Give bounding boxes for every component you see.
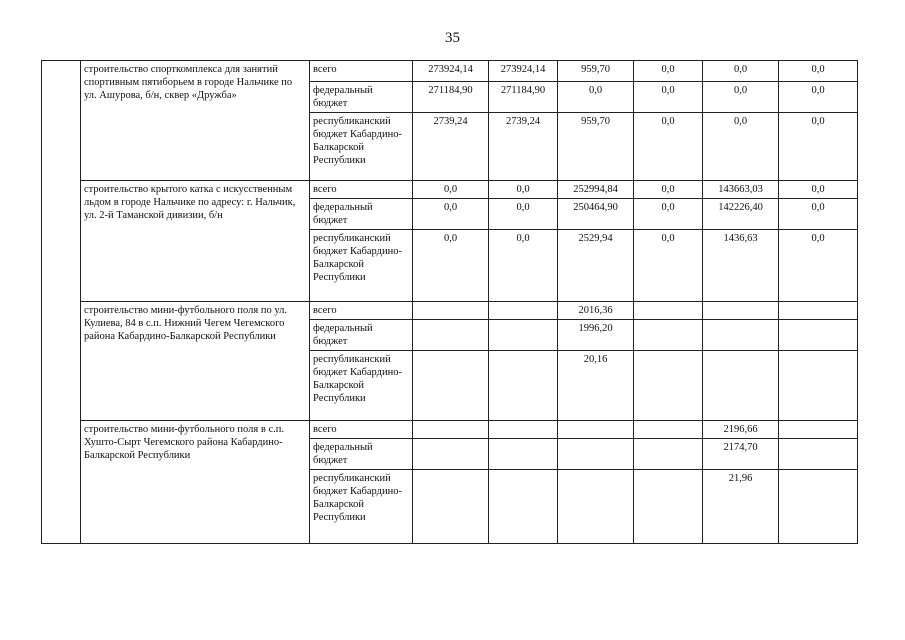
value-cell (779, 302, 858, 320)
value-cell: 2529,94 (558, 230, 634, 302)
value-cell: 2739,24 (489, 113, 558, 181)
value-cell: 271184,90 (489, 82, 558, 113)
funding-source: всего (310, 61, 413, 82)
value-cell: 959,70 (558, 61, 634, 82)
value-cell (634, 439, 703, 470)
value-cell: 0,0 (413, 230, 489, 302)
value-cell: 0,0 (779, 113, 858, 181)
value-cell: 0,0 (634, 61, 703, 82)
value-cell: 2739,24 (413, 113, 489, 181)
funding-source: республиканский бюджет Кабардино-Балкарской Республики (310, 351, 413, 421)
value-cell (634, 351, 703, 421)
project-name: строительство мини-футбольного поля в с.п. Хушто-Сырт Чегемского района Кабардино-Балкарской Республики (81, 421, 310, 544)
funding-source: федеральный бюджет (310, 439, 413, 470)
value-cell: 2016,36 (558, 302, 634, 320)
value-cell (779, 470, 858, 544)
value-cell: 1436,63 (703, 230, 779, 302)
value-cell (489, 320, 558, 351)
value-cell: 0,0 (489, 199, 558, 230)
value-cell (634, 320, 703, 351)
value-cell (703, 351, 779, 421)
value-cell (413, 470, 489, 544)
value-cell (489, 421, 558, 439)
funding-source: всего (310, 181, 413, 199)
value-cell: 250464,90 (558, 199, 634, 230)
row-number-cell (42, 61, 81, 544)
funding-source: республиканский бюджет Кабардино-Балкарской Республики (310, 230, 413, 302)
value-cell: 273924,14 (489, 61, 558, 82)
project-name: строительство крытого катка с искусственным льдом в городе Нальчике по адресу: г. Нальчик, ул. 2-й Таманской дивизии, б/н (81, 181, 310, 302)
table-row (42, 421, 858, 439)
value-cell: 0,0 (413, 199, 489, 230)
value-cell (413, 351, 489, 421)
value-cell: 0,0 (703, 82, 779, 113)
table-row (42, 302, 858, 320)
value-cell (779, 320, 858, 351)
value-cell: 0,0 (779, 82, 858, 113)
value-cell (413, 320, 489, 351)
value-cell (634, 302, 703, 320)
value-cell: 0,0 (489, 181, 558, 199)
value-cell (779, 421, 858, 439)
value-cell: 252994,84 (558, 181, 634, 199)
value-cell: 273924,14 (413, 61, 489, 82)
funding-source: республиканский бюджет Кабардино-Балкарской Республики (310, 470, 413, 544)
value-cell: 0,0 (634, 113, 703, 181)
value-cell: 2174,70 (703, 439, 779, 470)
value-cell (634, 470, 703, 544)
value-cell: 0,0 (779, 61, 858, 82)
value-cell (779, 439, 858, 470)
funding-source: федеральный бюджет (310, 320, 413, 351)
value-cell (703, 320, 779, 351)
table-row (42, 181, 858, 199)
value-cell: 1996,20 (558, 320, 634, 351)
project-name: строительство спорткомплекса для занятий спортивным пятиборьем в городе Нальчике по ул. Ашурова, б/н, сквер «Дружба» (81, 61, 310, 181)
budget-table (41, 60, 858, 544)
value-cell (558, 470, 634, 544)
value-cell: 20,16 (558, 351, 634, 421)
value-cell: 0,0 (634, 230, 703, 302)
value-cell: 0,0 (634, 181, 703, 199)
value-cell (558, 421, 634, 439)
value-cell: 142226,40 (703, 199, 779, 230)
value-cell (779, 351, 858, 421)
funding-source: федеральный бюджет (310, 82, 413, 113)
value-cell: 0,0 (634, 199, 703, 230)
value-cell: 2196,66 (703, 421, 779, 439)
value-cell: 271184,90 (413, 82, 489, 113)
value-cell (489, 470, 558, 544)
value-cell: 21,96 (703, 470, 779, 544)
value-cell: 143663,03 (703, 181, 779, 199)
value-cell (703, 302, 779, 320)
value-cell (413, 421, 489, 439)
value-cell (413, 439, 489, 470)
funding-source: всего (310, 302, 413, 320)
value-cell: 0,0 (779, 199, 858, 230)
funding-source: всего (310, 421, 413, 439)
value-cell (558, 439, 634, 470)
value-cell: 0,0 (413, 181, 489, 199)
table-row (42, 61, 858, 82)
value-cell: 0,0 (779, 181, 858, 199)
value-cell (413, 302, 489, 320)
value-cell: 0,0 (703, 61, 779, 82)
value-cell: 0,0 (489, 230, 558, 302)
page-number: 35 (445, 30, 460, 46)
value-cell: 0,0 (703, 113, 779, 181)
value-cell: 959,70 (558, 113, 634, 181)
value-cell: 0,0 (779, 230, 858, 302)
value-cell (489, 302, 558, 320)
value-cell: 0,0 (634, 82, 703, 113)
funding-source: республиканский бюджет Кабардино-Балкарской Республики (310, 113, 413, 181)
value-cell (489, 351, 558, 421)
value-cell: 0,0 (558, 82, 634, 113)
funding-source: федеральный бюджет (310, 199, 413, 230)
value-cell (634, 421, 703, 439)
value-cell (489, 439, 558, 470)
project-name: строительство мини-футбольного поля по ул. Кулиева, 84 в с.п. Нижний Чегем Чегемского района Кабардино-Балкарской Республики (81, 302, 310, 421)
